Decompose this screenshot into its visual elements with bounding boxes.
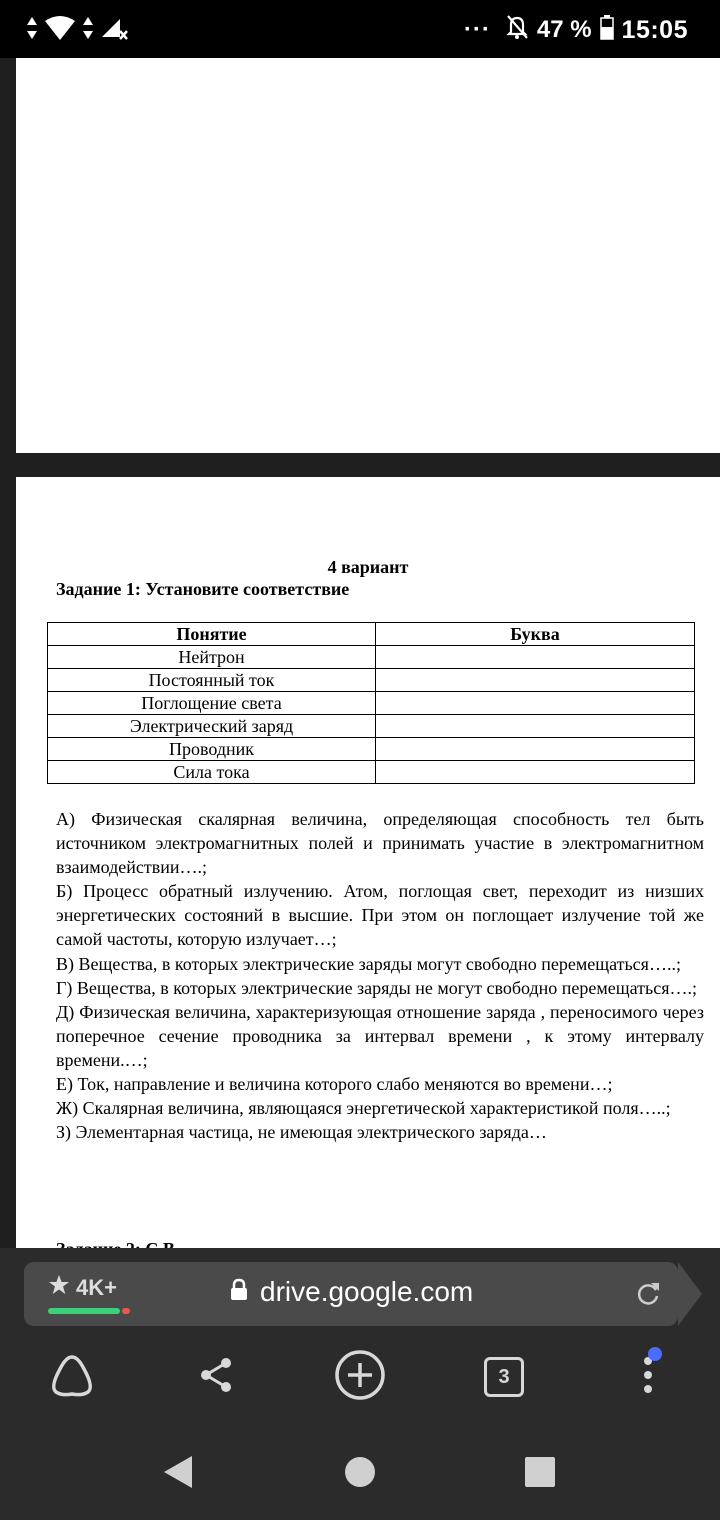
table-row (48, 669, 695, 692)
back-button[interactable] (158, 1454, 198, 1494)
document-page-previous (16, 58, 720, 453)
battery-percent: 47 % (536, 16, 592, 43)
home-circle-icon (344, 1456, 376, 1493)
address-bar[interactable] (24, 1262, 678, 1326)
table-cell-letter (376, 669, 695, 692)
clock: 15:05 (621, 15, 688, 44)
table-header-concept: Понятие (48, 623, 376, 646)
system-navigation-bar (0, 1428, 720, 1520)
answer-options (56, 807, 704, 1144)
table-cell-concept: Поглощение света (48, 692, 376, 715)
share-button[interactable] (190, 1348, 242, 1406)
table-cell-concept: Сила тока (48, 761, 376, 784)
table-header-row (48, 623, 695, 646)
answer-option-a: А) Физическая скалярная величина, определяющая способность тел быть источником электромагнитных полей и принимать участие в электромагнитном взаимодействии….; (56, 809, 704, 878)
answer-option-z: З) Элементарная частица, не имеющая электрического заряда… (56, 1122, 547, 1143)
lock-icon (230, 1276, 248, 1308)
answer-option-zh: Ж) Скалярная величина, являющаяся энергетической характеристикой поля…..; (56, 1098, 671, 1119)
mute-bell-icon (505, 14, 529, 47)
more-vertical-icon (642, 1355, 654, 1400)
task-1-title: Задание 1: Установите соответствие (56, 579, 350, 599)
table-row (48, 692, 695, 715)
home-button[interactable] (44, 1348, 100, 1406)
matching-table (47, 622, 695, 784)
recents-square-icon (524, 1456, 556, 1493)
table-cell-letter (376, 692, 695, 715)
back-icon (162, 1454, 194, 1495)
overflow-notifications-icon: ··· (463, 16, 491, 43)
url-text: drive.google.com (260, 1276, 474, 1307)
share-icon (198, 1355, 234, 1400)
table-cell-concept: Проводник (48, 738, 376, 761)
table-cell-concept: Электрический заряд (48, 715, 376, 738)
data-transfer-icon (26, 15, 38, 46)
document-viewer[interactable] (0, 58, 720, 1248)
battery-icon (600, 14, 614, 47)
quality-meter (48, 1308, 120, 1314)
reload-button[interactable] (634, 1280, 662, 1313)
menu-button[interactable] (630, 1348, 666, 1406)
plus-circle-icon (334, 1349, 386, 1406)
table-row (48, 646, 695, 669)
url-display[interactable] (230, 1276, 473, 1308)
reload-icon (634, 1295, 662, 1312)
signal-no-sim-icon (100, 15, 128, 46)
quality-label: 4K+ (76, 1275, 117, 1300)
answer-option-e: Е) Ток, направление и величина которого слабо меняются во времени…; (56, 1074, 613, 1095)
table-cell-concept: Постоянный ток (48, 669, 376, 692)
table-cell-letter (376, 646, 695, 669)
video-quality-indicator[interactable] (48, 1274, 117, 1302)
recents-button[interactable] (520, 1454, 560, 1494)
table-row (48, 715, 695, 738)
tab-count: 3 (484, 1357, 524, 1397)
table-cell-letter (376, 715, 695, 738)
browser-logo-icon (48, 1353, 96, 1402)
tabs-button[interactable] (480, 1348, 528, 1406)
notification-dot (648, 1347, 662, 1361)
data-transfer-icon (82, 15, 94, 46)
star-icon (48, 1274, 70, 1302)
wifi-icon (44, 15, 76, 46)
table-row (48, 761, 695, 784)
home-nav-button[interactable] (340, 1454, 380, 1494)
table-cell-letter (376, 761, 695, 784)
status-bar (0, 0, 720, 58)
table-header-letter: Буква (376, 623, 695, 646)
table-cell-letter (376, 738, 695, 761)
document-page-current (16, 477, 720, 1277)
variant-title: 4 вариант (327, 557, 409, 577)
new-tab-button[interactable] (332, 1348, 388, 1406)
answer-option-v: В) Вещества, в которых электрические заряды могут свободно перемещаться…..; (56, 953, 681, 974)
table-row (48, 738, 695, 761)
table-cell-concept: Нейтрон (48, 646, 376, 669)
browser-nav-icons (0, 1348, 720, 1406)
answer-option-b: Б) Процесс обратный излучению. Атом, поглощая свет, переходит из низших энергетических состояний в высшие. При этом он поглощает излучение той же самой частоты, которую излучает…; (56, 881, 704, 950)
answer-option-d: Д) Физическая величина, характеризующая отношение заряда , переносимого через поперечное сечение проводника за интервал времени , к этому интервалу времени.…; (56, 1001, 704, 1070)
answer-option-g: Г) Вещества, в которых электрические заряды не могут свободно перемещаться….; (56, 977, 697, 998)
